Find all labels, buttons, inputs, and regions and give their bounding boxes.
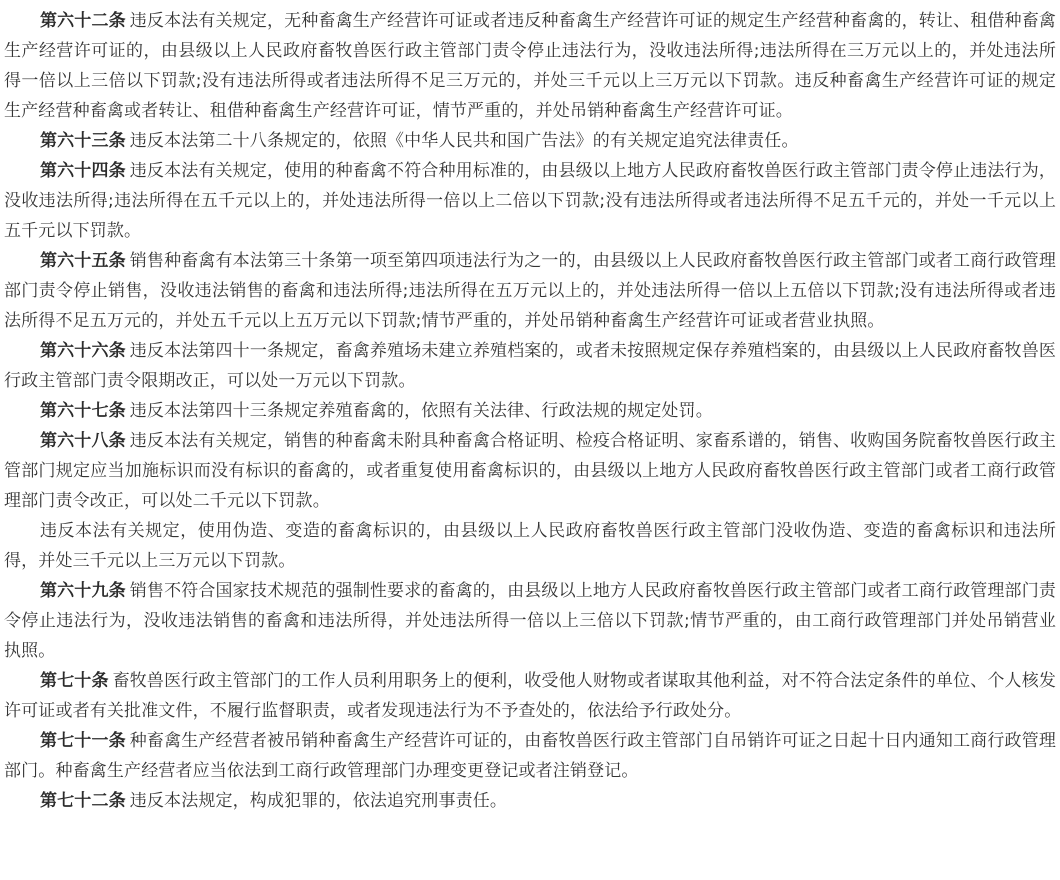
article-70 (4, 666, 1056, 726)
article-number: 第六十九条 (40, 581, 126, 601)
article-text: 销售种畜禽有本法第三十条第一项至第四项违法行为之一的，由县级以上人民政府畜牧兽医行政主管部门或者工商行政管理部门责令停止销售，没收违法销售的畜禽和违法所得;违法所得在五万元以上的，并处违法所得一倍以上五倍以下罚款;没有违法所得或者违法所得不足五万元的，并处五千元以上五万元以下罚款;情节严重的，并处吊销种畜禽生产经营许可证或者营业执照。 (4, 251, 1056, 331)
article-63 (4, 126, 1056, 156)
article-number: 第六十四条 (40, 161, 126, 181)
article-number: 第六十八条 (40, 431, 126, 451)
article-number: 第六十六条 (40, 341, 126, 361)
article-71 (4, 726, 1056, 786)
article-number: 第六十五条 (40, 251, 126, 271)
article-68 (4, 426, 1056, 516)
article-text: 违反本法第四十一条规定，畜禽养殖场未建立养殖档案的，或者未按照规定保存养殖档案的，由县级以上人民政府畜牧兽医行政主管部门责令限期改正，可以处一万元以下罚款。 (4, 341, 1056, 391)
article-66 (4, 336, 1056, 396)
article-text: 违反本法第四十三条规定养殖畜禽的，依照有关法律、行政法规的规定处罚。 (129, 401, 713, 421)
article-72 (4, 786, 1056, 816)
article-number: 第七十一条 (40, 731, 126, 751)
article-64 (4, 156, 1056, 246)
article-number: 第七十条 (40, 671, 109, 691)
article-text: 种畜禽生产经营者被吊销种畜禽生产经营许可证的，由畜牧兽医行政主管部门自吊销许可证之日起十日内通知工商行政管理部门。种畜禽生产经营者应当依法到工商行政管理部门办理变更登记或者注销登记。 (4, 731, 1056, 781)
article-text: 违反本法有关规定，使用伪造、变造的畜禽标识的，由县级以上人民政府畜牧兽医行政主管部门没收伪造、变造的畜禽标识和违法所得，并处三千元以上三万元以下罚款。 (4, 521, 1056, 571)
article-69 (4, 576, 1056, 666)
article-text: 销售不符合国家技术规范的强制性要求的畜禽的，由县级以上地方人民政府畜牧兽医行政主管部门或者工商行政管理部门责令停止违法行为，没收违法销售的畜禽和违法所得，并处违法所得一倍以上三倍以下罚款;情节严重的，由工商行政管理部门并处吊销营业执照。 (4, 581, 1056, 661)
article-text: 畜牧兽医行政主管部门的工作人员利用职务上的便利，收受他人财物或者谋取其他利益，对不符合法定条件的单位、个人核发许可证或者有关批准文件，不履行监督职责，或者发现违法行为不予查处的，依法给予行政处分。 (4, 671, 1057, 721)
article-text: 违反本法有关规定，使用的种畜禽不符合种用标准的，由县级以上地方人民政府畜牧兽医行政主管部门责令停止违法行为，没收违法所得;违法所得在五千元以上的，并处违法所得一倍以上二倍以下罚款;没有违法所得或者违法所得不足五千元的，并处一千元以上五千元以下罚款。 (4, 161, 1056, 241)
article-text: 违反本法有关规定，销售的种畜禽未附具种畜禽合格证明、检疫合格证明、家畜系谱的，销售、收购国务院畜牧兽医行政主管部门规定应当加施标识而没有标识的畜禽的，或者重复使用畜禽标识的，由县级以上地方人民政府畜牧兽医行政主管部门或者工商行政管理部门责令改正，可以处二千元以下罚款。 (4, 431, 1056, 511)
article-text: 违反本法第二十八条规定的，依照《中华人民共和国广告法》的有关规定追究法律责任。 (129, 131, 799, 151)
article-number: 第七十二条 (40, 791, 126, 811)
article-number: 第六十七条 (40, 401, 126, 421)
article-text: 违反本法有关规定，无种畜禽生产经营许可证或者违反种畜禽生产经营许可证的规定生产经营种畜禽的，转让、租借种畜禽生产经营许可证的，由县级以上人民政府畜牧兽医行政主管部门责令停止违法行为，没收违法所得;违法所得在三万元以上的，并处违法所得一倍以上三倍以下罚款;没有违法所得或者违法所得不足三万元的，并处三千元以上三万元以下罚款。违反种畜禽生产经营许可证的规定生产经营种畜禽或者转让、租借种畜禽生产经营许可证，情节严重的，并处吊销种畜禽生产经营许可证。 (4, 11, 1056, 121)
article-67 (4, 396, 1056, 426)
article-62 (4, 6, 1056, 126)
article-number: 第六十三条 (40, 131, 126, 151)
article-65 (4, 246, 1056, 336)
article-text: 违反本法规定，构成犯罪的，依法追究刑事责任。 (129, 791, 508, 811)
article-number: 第六十二条 (40, 11, 126, 31)
article-68-paragraph-2 (4, 516, 1056, 576)
